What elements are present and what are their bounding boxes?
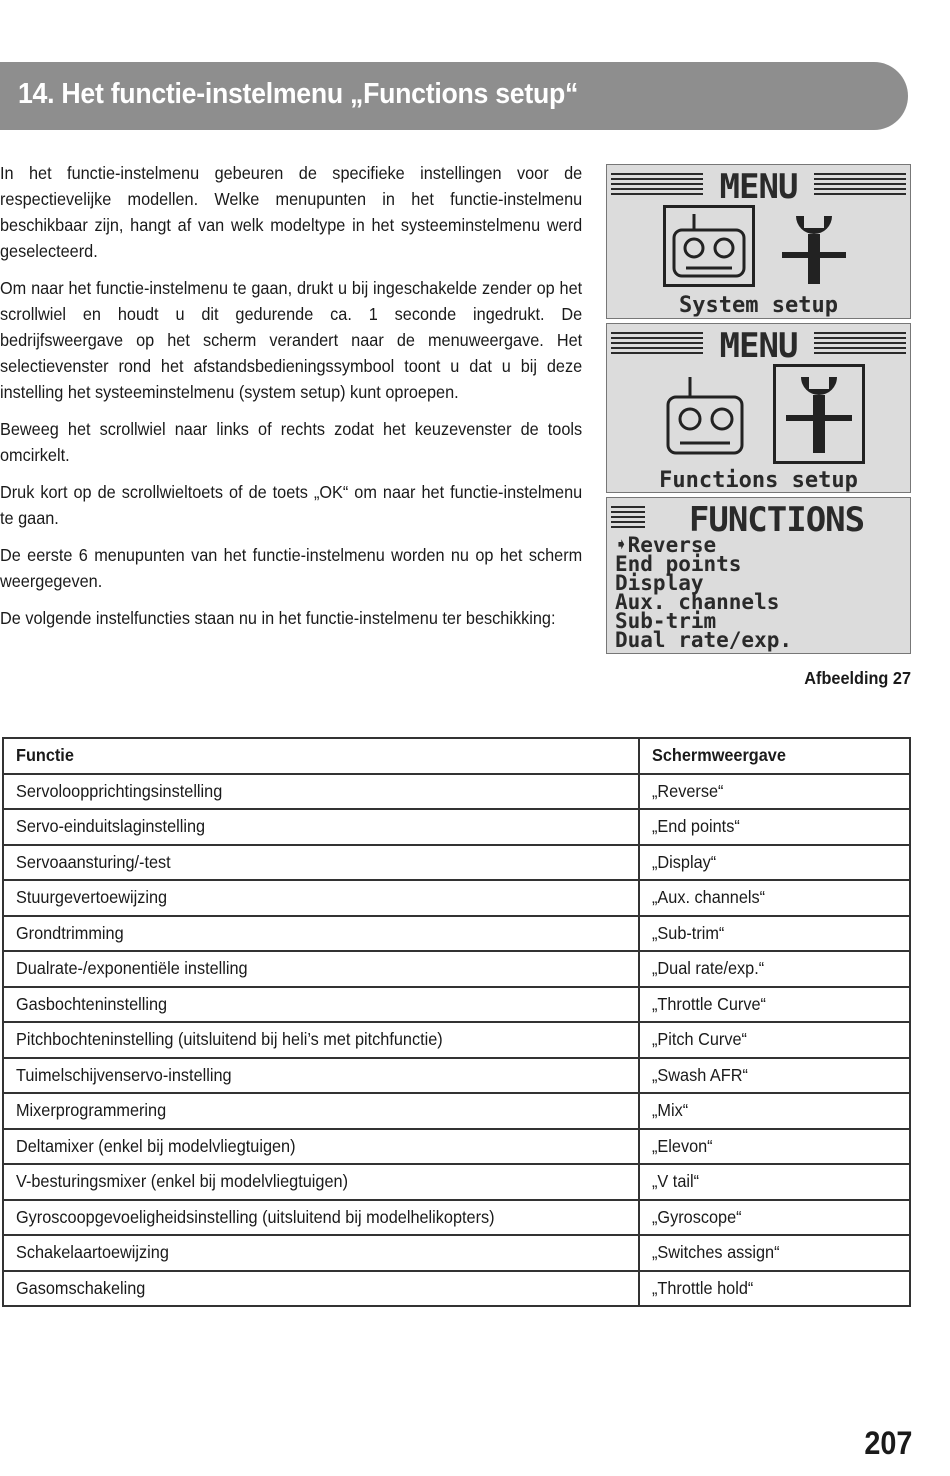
page-number: 207: [863, 1425, 912, 1461]
function-name: Servoloopprichtingsinstelling: [16, 780, 223, 801]
table-row: [3, 1022, 910, 1058]
lcd-list-item: Display: [615, 571, 704, 595]
lcd-title: MENU: [719, 326, 798, 366]
function-table: [2, 737, 911, 1307]
table-cell: [639, 1093, 910, 1129]
intro-paragraph: In het functie-instelmenu gebeuren de specifieke instellingen voor de respectievelijke modellen. Welke menupunten in het functie-instelmenu beschikbaar zijn, hangt af van welk modeltype in het systeeminstelmenu werd geselecteerd.: [0, 163, 583, 261]
table-row: [3, 951, 910, 987]
function-name: Servoaansturing/-test: [16, 851, 171, 872]
lcd-screen-functions-setup: [606, 323, 911, 493]
table-cell: [3, 1164, 639, 1200]
screen-label: „Dual rate/exp.“: [652, 958, 765, 979]
lcd-title: FUNCTIONS: [688, 500, 865, 540]
function-name: Grondtrimming: [16, 922, 124, 943]
figure-caption: Afbeelding 27: [804, 668, 911, 688]
column-header-label: Schermweergave: [652, 745, 786, 766]
table-row: [3, 987, 910, 1023]
function-name: Servo-einduitslaginstelling: [16, 816, 206, 837]
table-cell: [639, 1022, 910, 1058]
function-name: Stuurgevertoewijzing: [16, 887, 168, 908]
page-title: 14. Het functie-instelmenu „Functions setup“: [18, 78, 579, 110]
table-cell: [3, 1022, 639, 1058]
intro-paragraph: Om naar het functie-instelmenu te gaan, drukt u bij ingeschakelde zender op het scrollwiel en houdt u dit gedurende ca. 1 seconde ingedrukt. De bedrijfsweergave op het scherm verandert naar de menuweergave. Het selectievenster rond het afstandsbedieningssymbool toont u dat u bij deze instelling het systeeminstelmenu (system setup) kunt oproepen.: [0, 278, 583, 402]
table-cell: [3, 1093, 639, 1129]
table-cell: [639, 916, 910, 952]
table-cell: [639, 845, 910, 881]
table-cell: [639, 774, 910, 810]
lcd-screen-functions-list: [606, 497, 911, 654]
table-cell: [3, 987, 639, 1023]
column-header-label: Functie: [16, 745, 74, 766]
intro-text: [0, 160, 582, 642]
table-header-row: [3, 738, 910, 774]
column-header: [639, 738, 910, 774]
screen-label: „Gyroscope“: [652, 1206, 742, 1227]
figure-27: [606, 164, 911, 654]
table-cell: [3, 880, 639, 916]
table-row: [3, 1271, 910, 1307]
table-cell: [639, 1164, 910, 1200]
lcd-list-item: Sub-trim: [615, 609, 717, 633]
remote-control-icon-graphic: [660, 367, 752, 467]
table-row: [3, 880, 910, 916]
intro-paragraph: Druk kort op de scrollwieltoets of de toets „OK“ om naar het functie-instelmenu te gaan.: [0, 482, 583, 528]
table-cell: [639, 1235, 910, 1271]
column-header: [3, 738, 639, 774]
table-row: [3, 1129, 910, 1165]
lcd-screen-system-setup: [606, 164, 911, 319]
screen-label: „Throttle Curve“: [652, 993, 766, 1014]
function-name: Pitchbochteninstelling (uitsluitend bij heli’s met pitchfunctie): [16, 1029, 443, 1050]
screen-label: „Switches assign“: [652, 1242, 780, 1263]
tools-icon: [773, 364, 865, 464]
table-cell: [3, 1058, 639, 1094]
tools-icon: [771, 205, 851, 287]
table-cell: [639, 951, 910, 987]
table-cell: [3, 845, 639, 881]
function-name: Mixerprogrammering: [16, 1100, 167, 1121]
screen-label: „Reverse“: [652, 780, 724, 801]
lcd-title: MENU: [719, 167, 798, 207]
table-row: [3, 1164, 910, 1200]
lcd-list-item: Dual rate/exp.: [615, 628, 793, 652]
lcd-subtitle: System setup: [679, 293, 838, 318]
lcd-subtitle: Functions setup: [659, 468, 858, 493]
table-row: [3, 1093, 910, 1129]
intro-paragraph: De volgende instelfuncties staan nu in het functie-instelmenu ter beschikking:: [0, 608, 556, 628]
function-name: Gasomschakeling: [16, 1277, 146, 1298]
table-cell: [639, 880, 910, 916]
table-cell: [3, 1271, 639, 1307]
screen-label: „Elevon“: [652, 1135, 713, 1156]
tools-icon-graphic: [776, 367, 862, 461]
function-name: Dualrate-/exponentiële instelling: [16, 958, 248, 979]
intro-paragraph: De eerste 6 menupunten van het functie-instelmenu worden nu op het scherm weergegeven.: [0, 545, 583, 591]
remote-control-icon-graphic: [666, 208, 752, 284]
screen-label: „V tail“: [652, 1171, 700, 1192]
table-cell: [639, 809, 910, 845]
table-row: [3, 1200, 910, 1236]
function-name: Gasbochteninstelling: [16, 993, 168, 1014]
lcd-list-item: ➧Reverse: [615, 533, 717, 557]
table-cell: [3, 774, 639, 810]
table-cell: [639, 1129, 910, 1165]
screen-label: „Sub-trim“: [652, 922, 725, 943]
table-row: [3, 916, 910, 952]
table-cell: [3, 916, 639, 952]
function-name: Schakelaartoewijzing: [16, 1242, 169, 1263]
table-row: [3, 809, 910, 845]
lcd-list-item: End points: [615, 552, 742, 576]
lcd-list-item: Aux. channels: [615, 590, 780, 614]
function-name: Deltamixer (enkel bij modelvliegtuigen): [16, 1135, 296, 1156]
table-row: [3, 1058, 910, 1094]
table-cell: [3, 1129, 639, 1165]
intro-paragraph: Beweeg het scrollwiel naar links of rechts zodat het keuzevenster de tools omcirkelt.: [0, 419, 583, 465]
table-row: [3, 1235, 910, 1271]
function-name: Gyroscoopgevoeligheidsinstelling (uitsluitend bij modelhelikopters): [16, 1206, 495, 1227]
tools-icon-graphic: [774, 208, 854, 290]
remote-control-icon: [657, 364, 749, 464]
table-cell: [3, 809, 639, 845]
function-name: V-besturingsmixer (enkel bij modelvliegtuigen): [16, 1171, 348, 1192]
screen-label: „Swash AFR“: [652, 1064, 748, 1085]
table-cell: [639, 1058, 910, 1094]
table-row: [3, 845, 910, 881]
function-name: Tuimelschijvenservo-instelling: [16, 1064, 232, 1085]
table-cell: [3, 951, 639, 987]
table-cell: [3, 1235, 639, 1271]
screen-label: „Aux. channels“: [652, 887, 766, 908]
screen-label: „End points“: [652, 816, 740, 837]
table-cell: [639, 987, 910, 1023]
screen-label: „Mix“: [652, 1100, 689, 1121]
lcd-function-list: [615, 533, 793, 652]
screen-label: „Display“: [652, 851, 717, 872]
table-row: [3, 774, 910, 810]
table-cell: [639, 1200, 910, 1236]
screen-label: „Pitch Curve“: [652, 1029, 747, 1050]
remote-control-icon: [663, 205, 755, 287]
screen-label: „Throttle hold“: [652, 1277, 754, 1298]
table-cell: [639, 1271, 910, 1307]
table-cell: [3, 1200, 639, 1236]
